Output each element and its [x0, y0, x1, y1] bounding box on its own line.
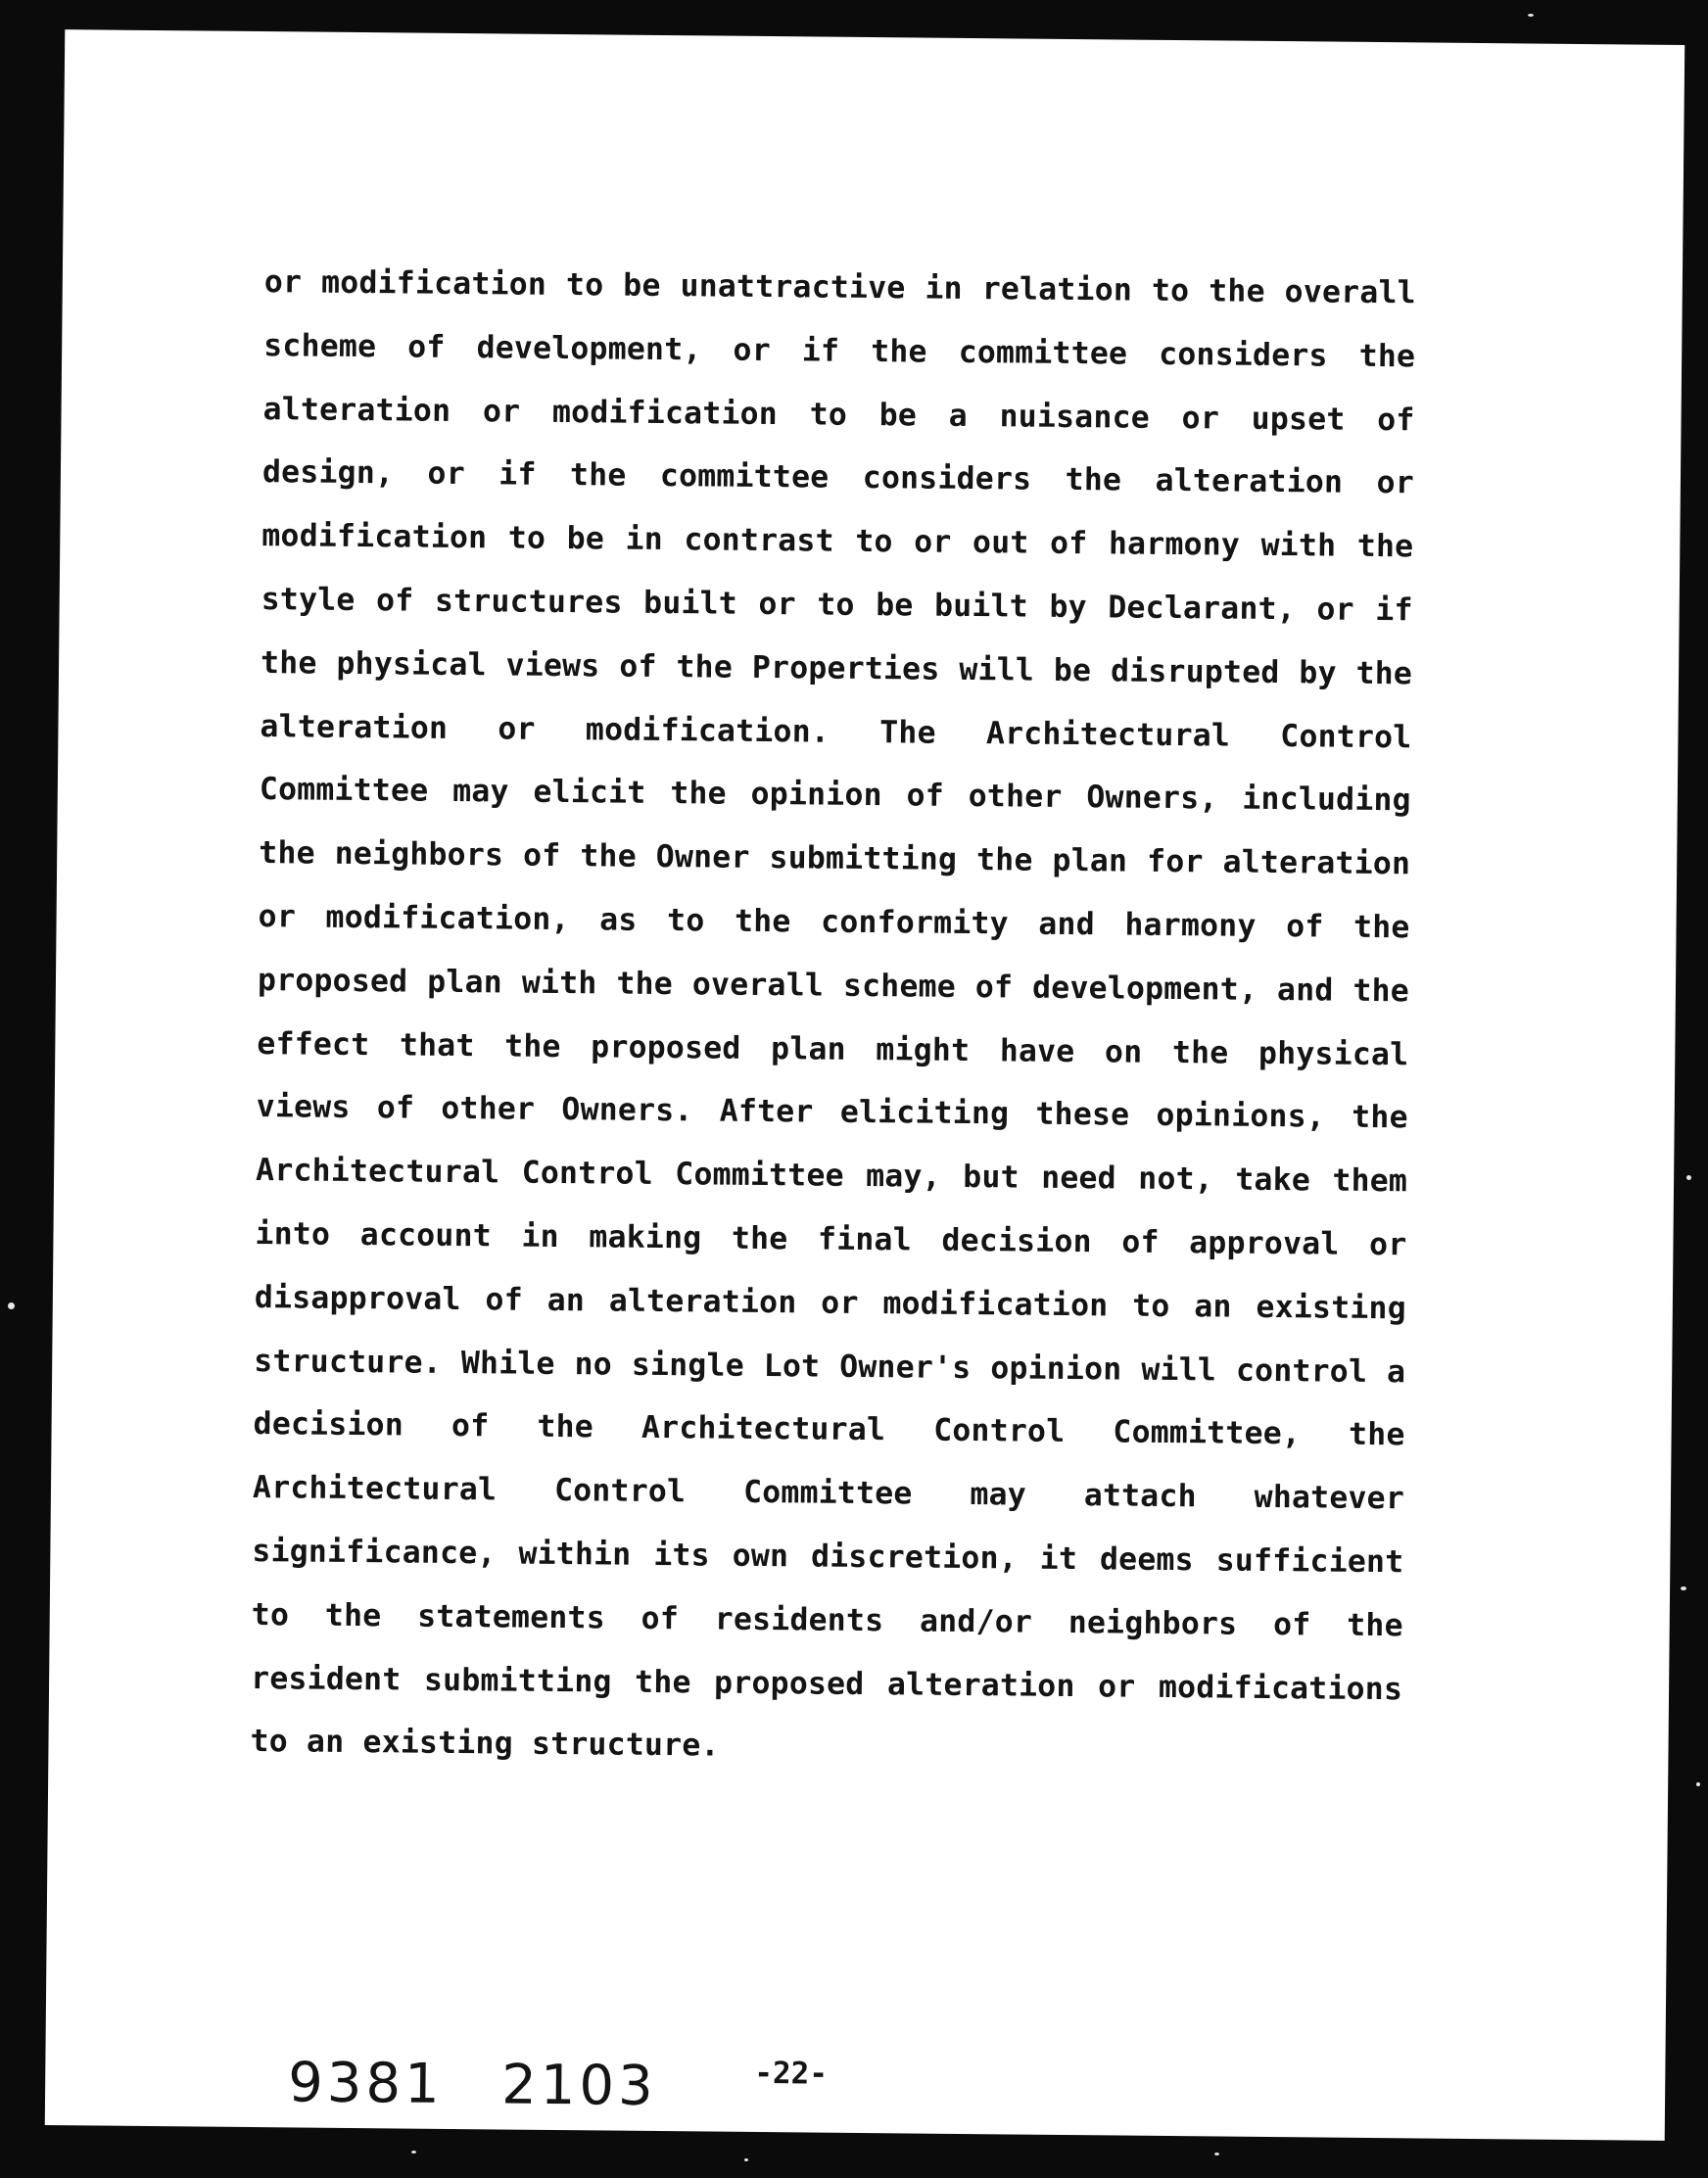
body-paragraph: or modification to be unattractive in relation to the overall scheme of development, or if the committee considers the alteration or modification to be a nuisance or upset of design, or if the committee considers the alteration or modification to be in contrast to or out of harmony with the style of structures built or to be built by Declarant, or if the physical views of the Properties will be disrupted by the alteration or modification. The Architectural Control Committee may elicit the opinion of other Owners, including the neighbors of the Owner submitting the plan for alteration or modification, as to the conformity and harmony of the proposed plan with the overall scheme of development, and the effect that the proposed plan might have on the physical views of other Owners. After eliciting these opinions, the Architectural Control Committee may, but need not, take them into account in making the final decision of approval or disapproval of an alteration or modification to an existing structure. While no single Lot Owner's opinion will control a decision of the Architectural Control Committee, the Architectural Control Committee may attach whatever significance, within its own discretion, it deems sufficient to the statements of residents and/or neighbors of the resident submitting the proposed alteration or modifications to an existing structure. — [250, 264, 1416, 1764]
document-number-left: 9381 — [287, 2051, 445, 2116]
document-number-right: 2103 — [500, 2053, 658, 2119]
document-page — [45, 29, 1684, 2141]
page-number: -22- — [754, 2055, 829, 2092]
